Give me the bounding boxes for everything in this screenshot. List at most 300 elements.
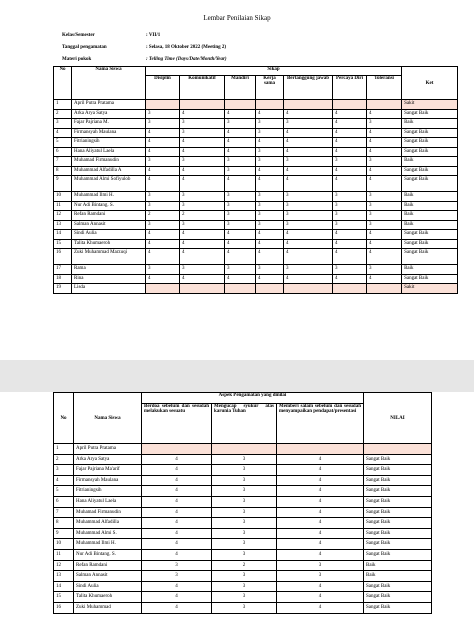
row-number: 13 bbox=[54, 220, 72, 230]
student-name: Muhammad Ilmi H. bbox=[74, 539, 142, 550]
score-cell: 3 bbox=[256, 128, 284, 138]
score-cell: 4 bbox=[142, 518, 212, 529]
row-number: 1 bbox=[54, 100, 72, 110]
row-number: 10 bbox=[54, 192, 72, 202]
score-cell: 4 bbox=[367, 109, 402, 119]
score-cell: 4 bbox=[284, 109, 333, 119]
student-name: Refan Ramdani bbox=[72, 211, 146, 221]
score-cell: 4 bbox=[225, 274, 256, 284]
score-cell bbox=[256, 284, 284, 294]
score-cell: 3 bbox=[212, 507, 277, 518]
table-row bbox=[54, 265, 458, 275]
nilai-cell: Sangat Baik bbox=[364, 528, 432, 539]
header-mandiri: Mandiri bbox=[225, 76, 256, 100]
score-cell: 4 bbox=[277, 507, 364, 518]
score-cell: 3 bbox=[284, 192, 333, 202]
score-cell: 4 bbox=[277, 592, 364, 603]
table-row bbox=[54, 211, 458, 221]
score-cell: 4 bbox=[146, 176, 180, 192]
nilai-cell: Baik bbox=[364, 571, 432, 582]
row-number: 19 bbox=[54, 284, 72, 294]
table-row bbox=[54, 284, 458, 294]
row-number: 4 bbox=[54, 475, 74, 486]
row-number: 16 bbox=[54, 602, 74, 613]
table-row bbox=[54, 249, 458, 265]
score-cell: 4 bbox=[146, 128, 180, 138]
header-berdoa: Berdoa sebelum dan sesudah melakukan sesuatu bbox=[142, 404, 212, 444]
score-cell bbox=[256, 100, 284, 110]
table-row bbox=[54, 230, 458, 240]
student-name: Zuki Muhammad Marzuqi bbox=[72, 249, 146, 265]
score-cell: 4 bbox=[333, 119, 367, 129]
header-nilai: NILAI bbox=[364, 393, 432, 444]
header-disiplin: Disiplin bbox=[146, 76, 180, 100]
score-cell: 4 bbox=[180, 138, 225, 148]
student-name: Arka Arya Satya bbox=[74, 454, 142, 465]
meta-block bbox=[62, 30, 227, 66]
score-cell: 4 bbox=[142, 486, 212, 497]
table-row bbox=[54, 192, 458, 202]
student-name: April Putra Pratama bbox=[72, 100, 146, 110]
ket-cell: Baik bbox=[402, 192, 458, 202]
row-number: 18 bbox=[54, 274, 72, 284]
score-cell: 3 bbox=[146, 119, 180, 129]
nilai-cell bbox=[364, 444, 432, 455]
row-number: 17 bbox=[54, 265, 72, 275]
score-cell: 3 bbox=[333, 220, 367, 230]
ket-cell: Baik bbox=[402, 157, 458, 167]
score-cell: 3 bbox=[142, 560, 212, 571]
score-cell: 4 bbox=[146, 274, 180, 284]
header-no: No bbox=[54, 67, 72, 100]
score-cell: 4 bbox=[142, 602, 212, 613]
table-row bbox=[54, 100, 458, 110]
row-number: 10 bbox=[54, 539, 74, 550]
nilai-cell: Sangat Baik bbox=[364, 602, 432, 613]
score-cell: 4 bbox=[225, 138, 256, 148]
score-cell: 3 bbox=[212, 539, 277, 550]
meta-label: Materi pokok bbox=[62, 57, 92, 62]
header-syukur: Mengucap syukur atas karunia Tuhan bbox=[212, 404, 277, 444]
score-cell: 3 bbox=[212, 581, 277, 592]
table-row bbox=[54, 147, 458, 157]
score-cell: 4 bbox=[333, 230, 367, 240]
score-cell: 4 bbox=[277, 475, 364, 486]
meta-row-kelas bbox=[62, 30, 227, 42]
score-cell: 4 bbox=[142, 465, 212, 476]
score-cell: 3 bbox=[212, 465, 277, 476]
table-row bbox=[54, 602, 432, 613]
ket-cell: Sakit bbox=[402, 284, 458, 294]
observation-table bbox=[53, 392, 432, 614]
score-cell: 3 bbox=[256, 265, 284, 275]
score-cell: 3 bbox=[256, 119, 284, 129]
score-cell: 3 bbox=[367, 119, 402, 129]
score-cell bbox=[367, 284, 402, 294]
header-no: No bbox=[54, 393, 74, 444]
score-cell: 3 bbox=[180, 265, 225, 275]
row-number: 8 bbox=[54, 166, 72, 176]
row-number: 2 bbox=[54, 454, 74, 465]
score-cell: 4 bbox=[284, 230, 333, 240]
score-cell: 4 bbox=[284, 176, 333, 192]
row-number: 11 bbox=[54, 201, 72, 211]
student-name: Muhammad Almi Sofiyulob bbox=[72, 176, 146, 192]
row-number: 12 bbox=[54, 211, 72, 221]
attitude-table bbox=[53, 66, 458, 294]
score-cell: 3 bbox=[256, 147, 284, 157]
table-row bbox=[54, 486, 432, 497]
score-cell: 3 bbox=[284, 265, 333, 275]
student-name: Fajar Pajriana M. bbox=[72, 119, 146, 129]
score-cell: 4 bbox=[277, 528, 364, 539]
meta-value: : VII/1 bbox=[146, 33, 161, 38]
score-cell: 4 bbox=[367, 147, 402, 157]
score-cell: 4 bbox=[256, 230, 284, 240]
nilai-cell: Sangat Baik bbox=[364, 496, 432, 507]
score-cell: 3 bbox=[367, 220, 402, 230]
row-number: 8 bbox=[54, 518, 74, 529]
ket-cell: Sangat Baik bbox=[402, 249, 458, 265]
header-kerja-sama: Kerja sama bbox=[256, 76, 284, 100]
score-cell: 4 bbox=[142, 496, 212, 507]
ket-cell: Sangat Baik bbox=[402, 274, 458, 284]
table-row bbox=[54, 581, 432, 592]
nilai-cell: Baik bbox=[364, 560, 432, 571]
student-name: Salman Annasit bbox=[72, 220, 146, 230]
table-row bbox=[54, 571, 432, 582]
table-row bbox=[54, 119, 458, 129]
score-cell: 4 bbox=[277, 581, 364, 592]
meta-label: Kelas/Semester bbox=[62, 33, 95, 38]
nilai-cell: Sangat Baik bbox=[364, 581, 432, 592]
row-number: 13 bbox=[54, 571, 74, 582]
score-cell: 4 bbox=[146, 249, 180, 265]
student-name: Muhamad Firmanudin bbox=[74, 507, 142, 518]
student-name: Sindi Aulia bbox=[74, 581, 142, 592]
score-cell: 3 bbox=[277, 571, 364, 582]
score-cell: 4 bbox=[142, 592, 212, 603]
score-cell: 4 bbox=[142, 539, 212, 550]
score-cell: 3 bbox=[284, 119, 333, 129]
score-cell: 3 bbox=[277, 560, 364, 571]
score-cell: 4 bbox=[180, 274, 225, 284]
score-cell: 3 bbox=[146, 109, 180, 119]
ket-cell: Sangat Baik bbox=[402, 239, 458, 249]
meta-row-tanggal bbox=[62, 42, 227, 54]
row-number: 6 bbox=[54, 147, 72, 157]
score-cell: 2 bbox=[146, 211, 180, 221]
student-name: Fitrianingsih bbox=[74, 486, 142, 497]
student-name: Firmansyah Maulana bbox=[74, 475, 142, 486]
ket-cell: Sangat Baik bbox=[402, 138, 458, 148]
score-cell: 4 bbox=[277, 549, 364, 560]
score-cell: 4 bbox=[225, 128, 256, 138]
score-cell: 4 bbox=[256, 109, 284, 119]
nilai-cell: Sangat Baik bbox=[364, 475, 432, 486]
table-row bbox=[54, 518, 432, 529]
table-row bbox=[54, 176, 458, 192]
table-row bbox=[54, 454, 432, 465]
student-name: April Putra Pratama bbox=[74, 444, 142, 455]
header-toleransi: Toleransi bbox=[367, 76, 402, 100]
nilai-cell: Sangat Baik bbox=[364, 465, 432, 476]
table-row bbox=[54, 528, 432, 539]
score-cell: 4 bbox=[333, 176, 367, 192]
table-row bbox=[54, 138, 458, 148]
score-cell bbox=[225, 100, 256, 110]
ket-cell: Baik bbox=[402, 119, 458, 129]
header-percaya-diri: Percaya Diri bbox=[333, 76, 367, 100]
ket-cell: Sangat Baik bbox=[402, 166, 458, 176]
score-cell: 4 bbox=[256, 176, 284, 192]
score-cell: 3 bbox=[284, 201, 333, 211]
student-name: Fajar Pajriana Ma'arif bbox=[74, 465, 142, 476]
score-cell: 4 bbox=[146, 230, 180, 240]
score-cell: 3 bbox=[180, 157, 225, 167]
score-cell: 3 bbox=[212, 549, 277, 560]
student-name: Firmansyah Maulana bbox=[72, 128, 146, 138]
student-name: Muhammad Alfadilla bbox=[74, 518, 142, 529]
table-row bbox=[54, 239, 458, 249]
score-cell: 3 bbox=[284, 220, 333, 230]
table-row bbox=[54, 592, 432, 603]
student-name: Lisda bbox=[72, 284, 146, 294]
score-cell: 4 bbox=[146, 166, 180, 176]
meta-value: : Telling Time (Days/Date/Month/Year) bbox=[146, 57, 227, 62]
row-number: 5 bbox=[54, 138, 72, 148]
header-nama: Nama Siswa bbox=[74, 393, 142, 444]
score-cell: 4 bbox=[256, 166, 284, 176]
score-cell: 3 bbox=[333, 157, 367, 167]
table-row bbox=[54, 539, 432, 550]
student-name: Muhammad Alfadilla A bbox=[72, 166, 146, 176]
nilai-cell: Sangat Baik bbox=[364, 592, 432, 603]
table-row bbox=[54, 128, 458, 138]
score-cell: 4 bbox=[367, 176, 402, 192]
score-cell: 4 bbox=[142, 475, 212, 486]
nilai-cell: Sangat Baik bbox=[364, 486, 432, 497]
score-cell bbox=[146, 284, 180, 294]
row-number: 6 bbox=[54, 496, 74, 507]
score-cell: 3 bbox=[212, 528, 277, 539]
table-row bbox=[54, 465, 432, 476]
student-name: Talita Khumaeroh bbox=[74, 592, 142, 603]
ket-cell: Sangat Baik bbox=[402, 147, 458, 157]
score-cell: 4 bbox=[146, 147, 180, 157]
score-cell: 3 bbox=[225, 211, 256, 221]
score-cell: 4 bbox=[256, 274, 284, 284]
page-2 bbox=[0, 392, 474, 632]
score-cell: 4 bbox=[180, 176, 225, 192]
score-cell: 4 bbox=[256, 239, 284, 249]
score-cell: 4 bbox=[142, 454, 212, 465]
header-bertanggung-jawab: Bertanggung jawab bbox=[284, 76, 333, 100]
score-cell: 3 bbox=[146, 220, 180, 230]
row-number: 5 bbox=[54, 486, 74, 497]
table-row bbox=[54, 549, 432, 560]
score-cell bbox=[284, 284, 333, 294]
score-cell: 3 bbox=[367, 201, 402, 211]
student-name: Arka Arya Satya bbox=[72, 109, 146, 119]
score-cell: 4 bbox=[256, 138, 284, 148]
row-number: 9 bbox=[54, 528, 74, 539]
score-cell bbox=[146, 100, 180, 110]
score-cell bbox=[142, 444, 212, 455]
score-cell: 3 bbox=[333, 192, 367, 202]
row-number: 14 bbox=[54, 581, 74, 592]
score-cell: 4 bbox=[367, 138, 402, 148]
table-row bbox=[54, 220, 458, 230]
ket-cell: Baik bbox=[402, 211, 458, 221]
score-cell: 3 bbox=[212, 571, 277, 582]
score-cell: 3 bbox=[256, 220, 284, 230]
header-sikap: Sikap bbox=[146, 67, 402, 76]
student-name: Rina bbox=[72, 274, 146, 284]
student-name: Hana Aliyatul Laela bbox=[72, 147, 146, 157]
row-number: 4 bbox=[54, 128, 72, 138]
score-cell: 3 bbox=[146, 265, 180, 275]
ket-cell: Baik bbox=[402, 201, 458, 211]
score-cell: 3 bbox=[256, 157, 284, 167]
score-cell: 3 bbox=[284, 211, 333, 221]
score-cell: 3 bbox=[367, 211, 402, 221]
score-cell: 4 bbox=[333, 166, 367, 176]
nilai-cell: Sangat Baik bbox=[364, 507, 432, 518]
score-cell: 3 bbox=[180, 128, 225, 138]
ket-cell: Sangat Baik bbox=[402, 230, 458, 240]
score-cell: 3 bbox=[284, 157, 333, 167]
row-number: 3 bbox=[54, 119, 72, 129]
score-cell: 3 bbox=[212, 602, 277, 613]
score-cell: 4 bbox=[180, 239, 225, 249]
score-cell: 4 bbox=[225, 239, 256, 249]
score-cell: 3 bbox=[333, 201, 367, 211]
score-cell: 3 bbox=[180, 119, 225, 129]
page-title: Lembar Penilaian Sikap bbox=[203, 14, 271, 22]
table-row bbox=[54, 166, 458, 176]
student-name: Muhammad Ilmi H. bbox=[72, 192, 146, 202]
score-cell: 2 bbox=[212, 560, 277, 571]
score-cell bbox=[180, 284, 225, 294]
score-cell: 3 bbox=[256, 201, 284, 211]
score-cell: 3 bbox=[180, 201, 225, 211]
ket-cell: Baik bbox=[402, 220, 458, 230]
score-cell: 4 bbox=[284, 138, 333, 148]
ket-cell: Baik bbox=[402, 265, 458, 275]
score-cell: 4 bbox=[180, 230, 225, 240]
score-cell: 3 bbox=[256, 211, 284, 221]
score-cell bbox=[180, 100, 225, 110]
header-salam: Memberi salam sebelum dan sesudah menyampaikan pendapat/presentasi bbox=[277, 404, 364, 444]
score-cell: 3 bbox=[367, 157, 402, 167]
row-number: 2 bbox=[54, 109, 72, 119]
score-cell: 4 bbox=[367, 128, 402, 138]
row-number: 7 bbox=[54, 157, 72, 167]
table-row bbox=[54, 475, 432, 486]
score-cell bbox=[225, 284, 256, 294]
score-cell: 4 bbox=[142, 549, 212, 560]
score-cell: 4 bbox=[180, 147, 225, 157]
score-cell: 4 bbox=[277, 496, 364, 507]
table-row bbox=[54, 507, 432, 518]
student-name: Muhammad Almi S. bbox=[74, 528, 142, 539]
score-cell: 3 bbox=[146, 192, 180, 202]
ket-cell: Sangat Baik bbox=[402, 109, 458, 119]
table-row bbox=[54, 560, 432, 571]
row-number: 15 bbox=[54, 592, 74, 603]
student-name: Nur Adi Bintang. S. bbox=[74, 549, 142, 560]
score-cell: 3 bbox=[212, 592, 277, 603]
row-number: 15 bbox=[54, 239, 72, 249]
row-number: 9 bbox=[54, 176, 72, 192]
student-name: Fitrianingsih bbox=[72, 138, 146, 148]
table-row bbox=[54, 109, 458, 119]
score-cell: 3 bbox=[333, 265, 367, 275]
score-cell: 4 bbox=[333, 274, 367, 284]
header-komunikatif: Komunikatif bbox=[180, 76, 225, 100]
student-name: Sindi Aulia bbox=[72, 230, 146, 240]
score-cell: 3 bbox=[225, 192, 256, 202]
score-cell: 4 bbox=[367, 230, 402, 240]
score-cell: 2 bbox=[180, 211, 225, 221]
score-cell: 3 bbox=[367, 192, 402, 202]
score-cell: 4 bbox=[284, 128, 333, 138]
score-cell: 4 bbox=[277, 539, 364, 550]
score-cell: 3 bbox=[212, 518, 277, 529]
score-cell: 4 bbox=[225, 249, 256, 265]
student-name: Refan Ramdani bbox=[74, 560, 142, 571]
score-cell: 4 bbox=[146, 239, 180, 249]
student-name: Salman Annasit bbox=[74, 571, 142, 582]
nilai-cell: Sangat Baik bbox=[364, 539, 432, 550]
score-cell: 4 bbox=[180, 166, 225, 176]
score-cell: 4 bbox=[277, 454, 364, 465]
table-row bbox=[54, 157, 458, 167]
score-cell bbox=[277, 444, 364, 455]
score-cell: 3 bbox=[225, 119, 256, 129]
score-cell: 4 bbox=[333, 109, 367, 119]
nilai-cell: Sangat Baik bbox=[364, 549, 432, 560]
score-cell: 3 bbox=[367, 265, 402, 275]
score-cell: 3 bbox=[212, 486, 277, 497]
row-number: 3 bbox=[54, 465, 74, 476]
score-cell: 4 bbox=[277, 486, 364, 497]
score-cell: 3 bbox=[225, 201, 256, 211]
page-gap bbox=[0, 360, 474, 392]
nilai-cell: Sangat Baik bbox=[364, 454, 432, 465]
score-cell: 4 bbox=[333, 147, 367, 157]
row-number: 16 bbox=[54, 249, 72, 265]
score-cell: 4 bbox=[333, 128, 367, 138]
score-cell: 3 bbox=[212, 454, 277, 465]
score-cell: 3 bbox=[146, 201, 180, 211]
score-cell: 4 bbox=[225, 147, 256, 157]
table-row bbox=[54, 201, 458, 211]
score-cell: 4 bbox=[367, 239, 402, 249]
student-name: Rama bbox=[72, 265, 146, 275]
meta-value: : Selasa, 18 Oktober 2022 (Meeting 2) bbox=[146, 45, 227, 50]
meta-row-materi bbox=[62, 54, 227, 66]
score-cell bbox=[333, 100, 367, 110]
score-cell bbox=[367, 100, 402, 110]
score-cell: 4 bbox=[333, 138, 367, 148]
row-number: 14 bbox=[54, 230, 72, 240]
row-number: 7 bbox=[54, 507, 74, 518]
score-cell: 4 bbox=[225, 230, 256, 240]
student-name: Hana Aliyatul Laela bbox=[74, 496, 142, 507]
observation-table-body bbox=[54, 444, 432, 614]
